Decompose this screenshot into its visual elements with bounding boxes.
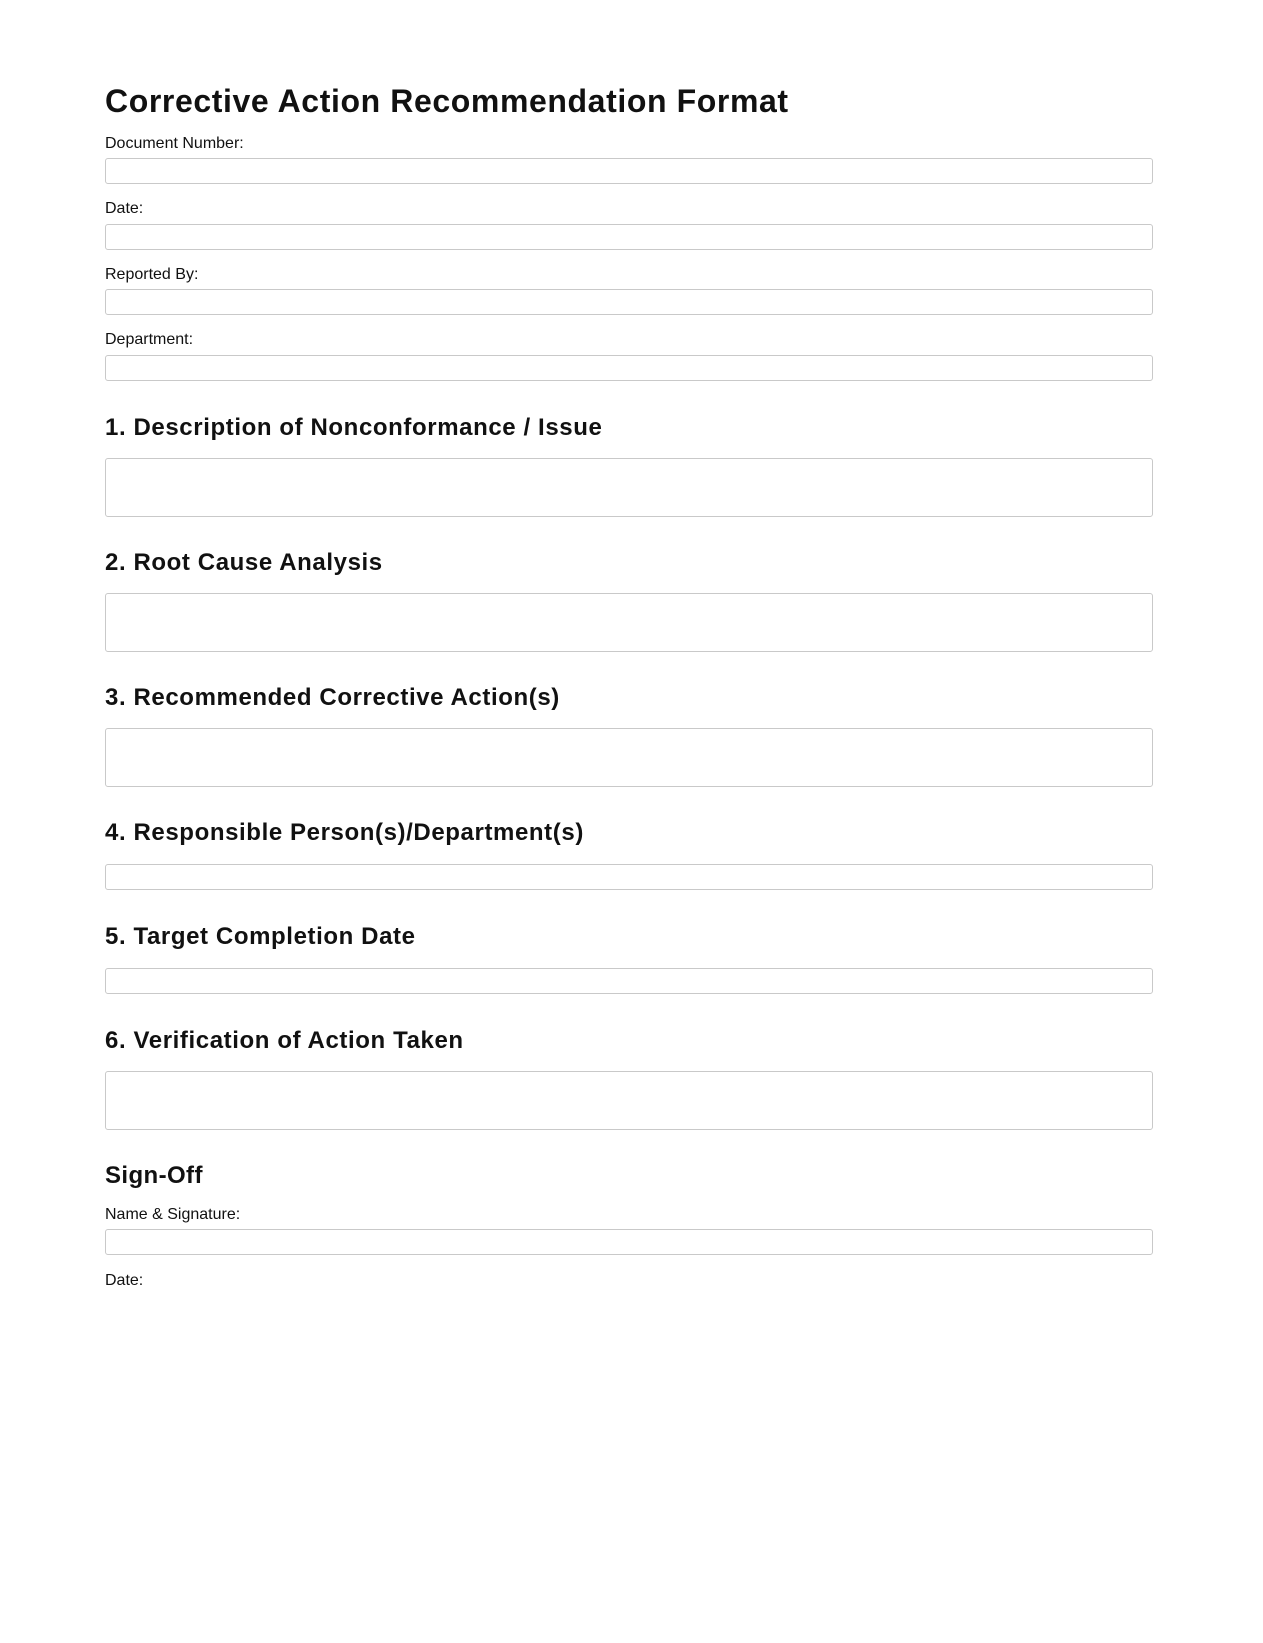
document-number-label: Document Number: (105, 135, 244, 152)
section-6-heading: 6. Verification of Action Taken (105, 1027, 464, 1054)
section-5-heading: 5. Target Completion Date (105, 923, 416, 950)
page-title: Corrective Action Recommendation Format (105, 83, 789, 119)
department-input[interactable] (105, 355, 1153, 381)
signoff-date-label: Date: (105, 1272, 144, 1289)
department-label: Department: (105, 331, 194, 348)
date-input[interactable] (105, 224, 1153, 250)
name-signature-input[interactable] (105, 1229, 1153, 1255)
corrective-actions-textarea[interactable] (105, 728, 1153, 787)
description-textarea[interactable] (105, 458, 1153, 517)
section-3-heading: 3. Recommended Corrective Action(s) (105, 684, 560, 711)
document-number-input[interactable] (105, 158, 1153, 184)
date-label: Date: (105, 200, 144, 217)
section-4-heading: 4. Responsible Person(s)/Department(s) (105, 819, 584, 846)
target-completion-date-input[interactable] (105, 968, 1153, 994)
section-2-heading: 2. Root Cause Analysis (105, 549, 383, 576)
name-signature-label: Name & Signature: (105, 1206, 241, 1223)
section-1-heading: 1. Description of Nonconformance / Issue (105, 414, 603, 441)
reported-by-label: Reported By: (105, 266, 199, 283)
responsible-persons-input[interactable] (105, 864, 1153, 890)
verification-textarea[interactable] (105, 1071, 1153, 1130)
reported-by-input[interactable] (105, 289, 1153, 315)
signoff-heading: Sign-Off (105, 1162, 203, 1189)
root-cause-textarea[interactable] (105, 593, 1153, 652)
